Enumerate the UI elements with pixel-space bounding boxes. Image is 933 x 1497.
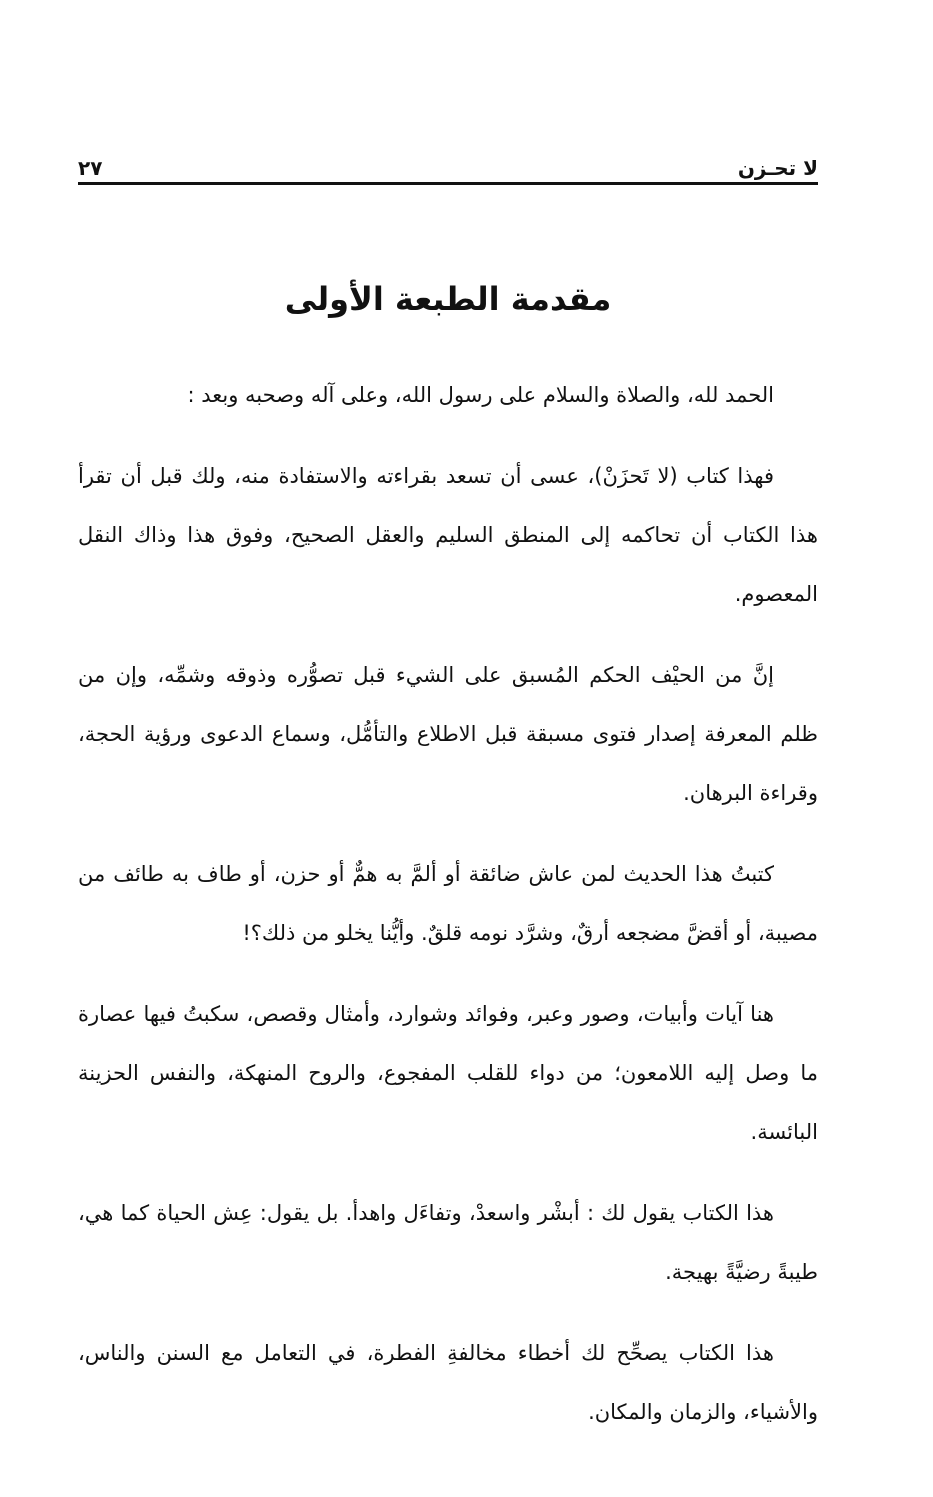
paragraph-judgment: إنَّ من الحيْف الحكم المُسبق على الشيء قبل تصوُّره وذوقه وشمِّه، وإن من ظلم المعرفة إصدار فتوى مسبقة قبل الاطلاع والتأمُّل، وسماع الدعوى ورؤية الحجة، وقراءة البرهان.: [78, 663, 818, 805]
paragraph-corrections: هذا الكتاب يصحِّح لك أخطاء مخالفةِ الفطرة، في التعامل مع السنن والناس، والأشياء، والزمان والمكان.: [78, 1341, 818, 1424]
body-text: [78, 366, 818, 1442]
running-header: [78, 150, 818, 180]
paragraph-contents: هنا آيات وأبيات، وصور وعبر، وفوائد وشوارد، وأمثال وقصص، سكبتُ فيها عصارة ما وصل إليه اللامعون؛ من دواء للقلب المفجوع، والروح المنهكة، والنفس الحزينة البائسة.: [78, 1002, 818, 1144]
running-header-title: لا تحـزن: [737, 156, 818, 180]
chapter-title: مقدمة الطبعة الأولى: [284, 280, 612, 318]
header-rule: [78, 182, 818, 185]
paragraph-message: هذا الكتاب يقول لك : أبشْر واسعدْ، وتفاءَل واهدأ. بل يقول: عِش الحياة كما هي، طيبةً رضيَّةً بهيجة.: [78, 1201, 818, 1284]
paragraph-book-purpose: فهذا كتاب (لا تَحزَنْ)، عسى أن تسعد بقراءته والاستفادة منه، ولك قبل أن تقرأ هذا الكتاب أن تحاكمه إلى المنطق السليم والعقل الصحيح، وفوق هذا وذاك النقل المعصوم.: [78, 464, 818, 606]
paragraph-intro: الحمد لله، والصلاة والسلام على رسول الله، وعلى آله وصحبه وبعد :: [187, 383, 774, 407]
paragraph-audience: كتبتُ هذا الحديث لمن عاش ضائقة أو ألمَّ به همٌّ أو حزن، أو طاف به طائف من مصيبة، أو أقضَّ مضجعه أرقٌ، وشرَّد نومه قلقٌ. وأيُّنا يخلو من ذلك؟!: [78, 862, 818, 945]
page-number: ٢٧: [78, 156, 103, 180]
